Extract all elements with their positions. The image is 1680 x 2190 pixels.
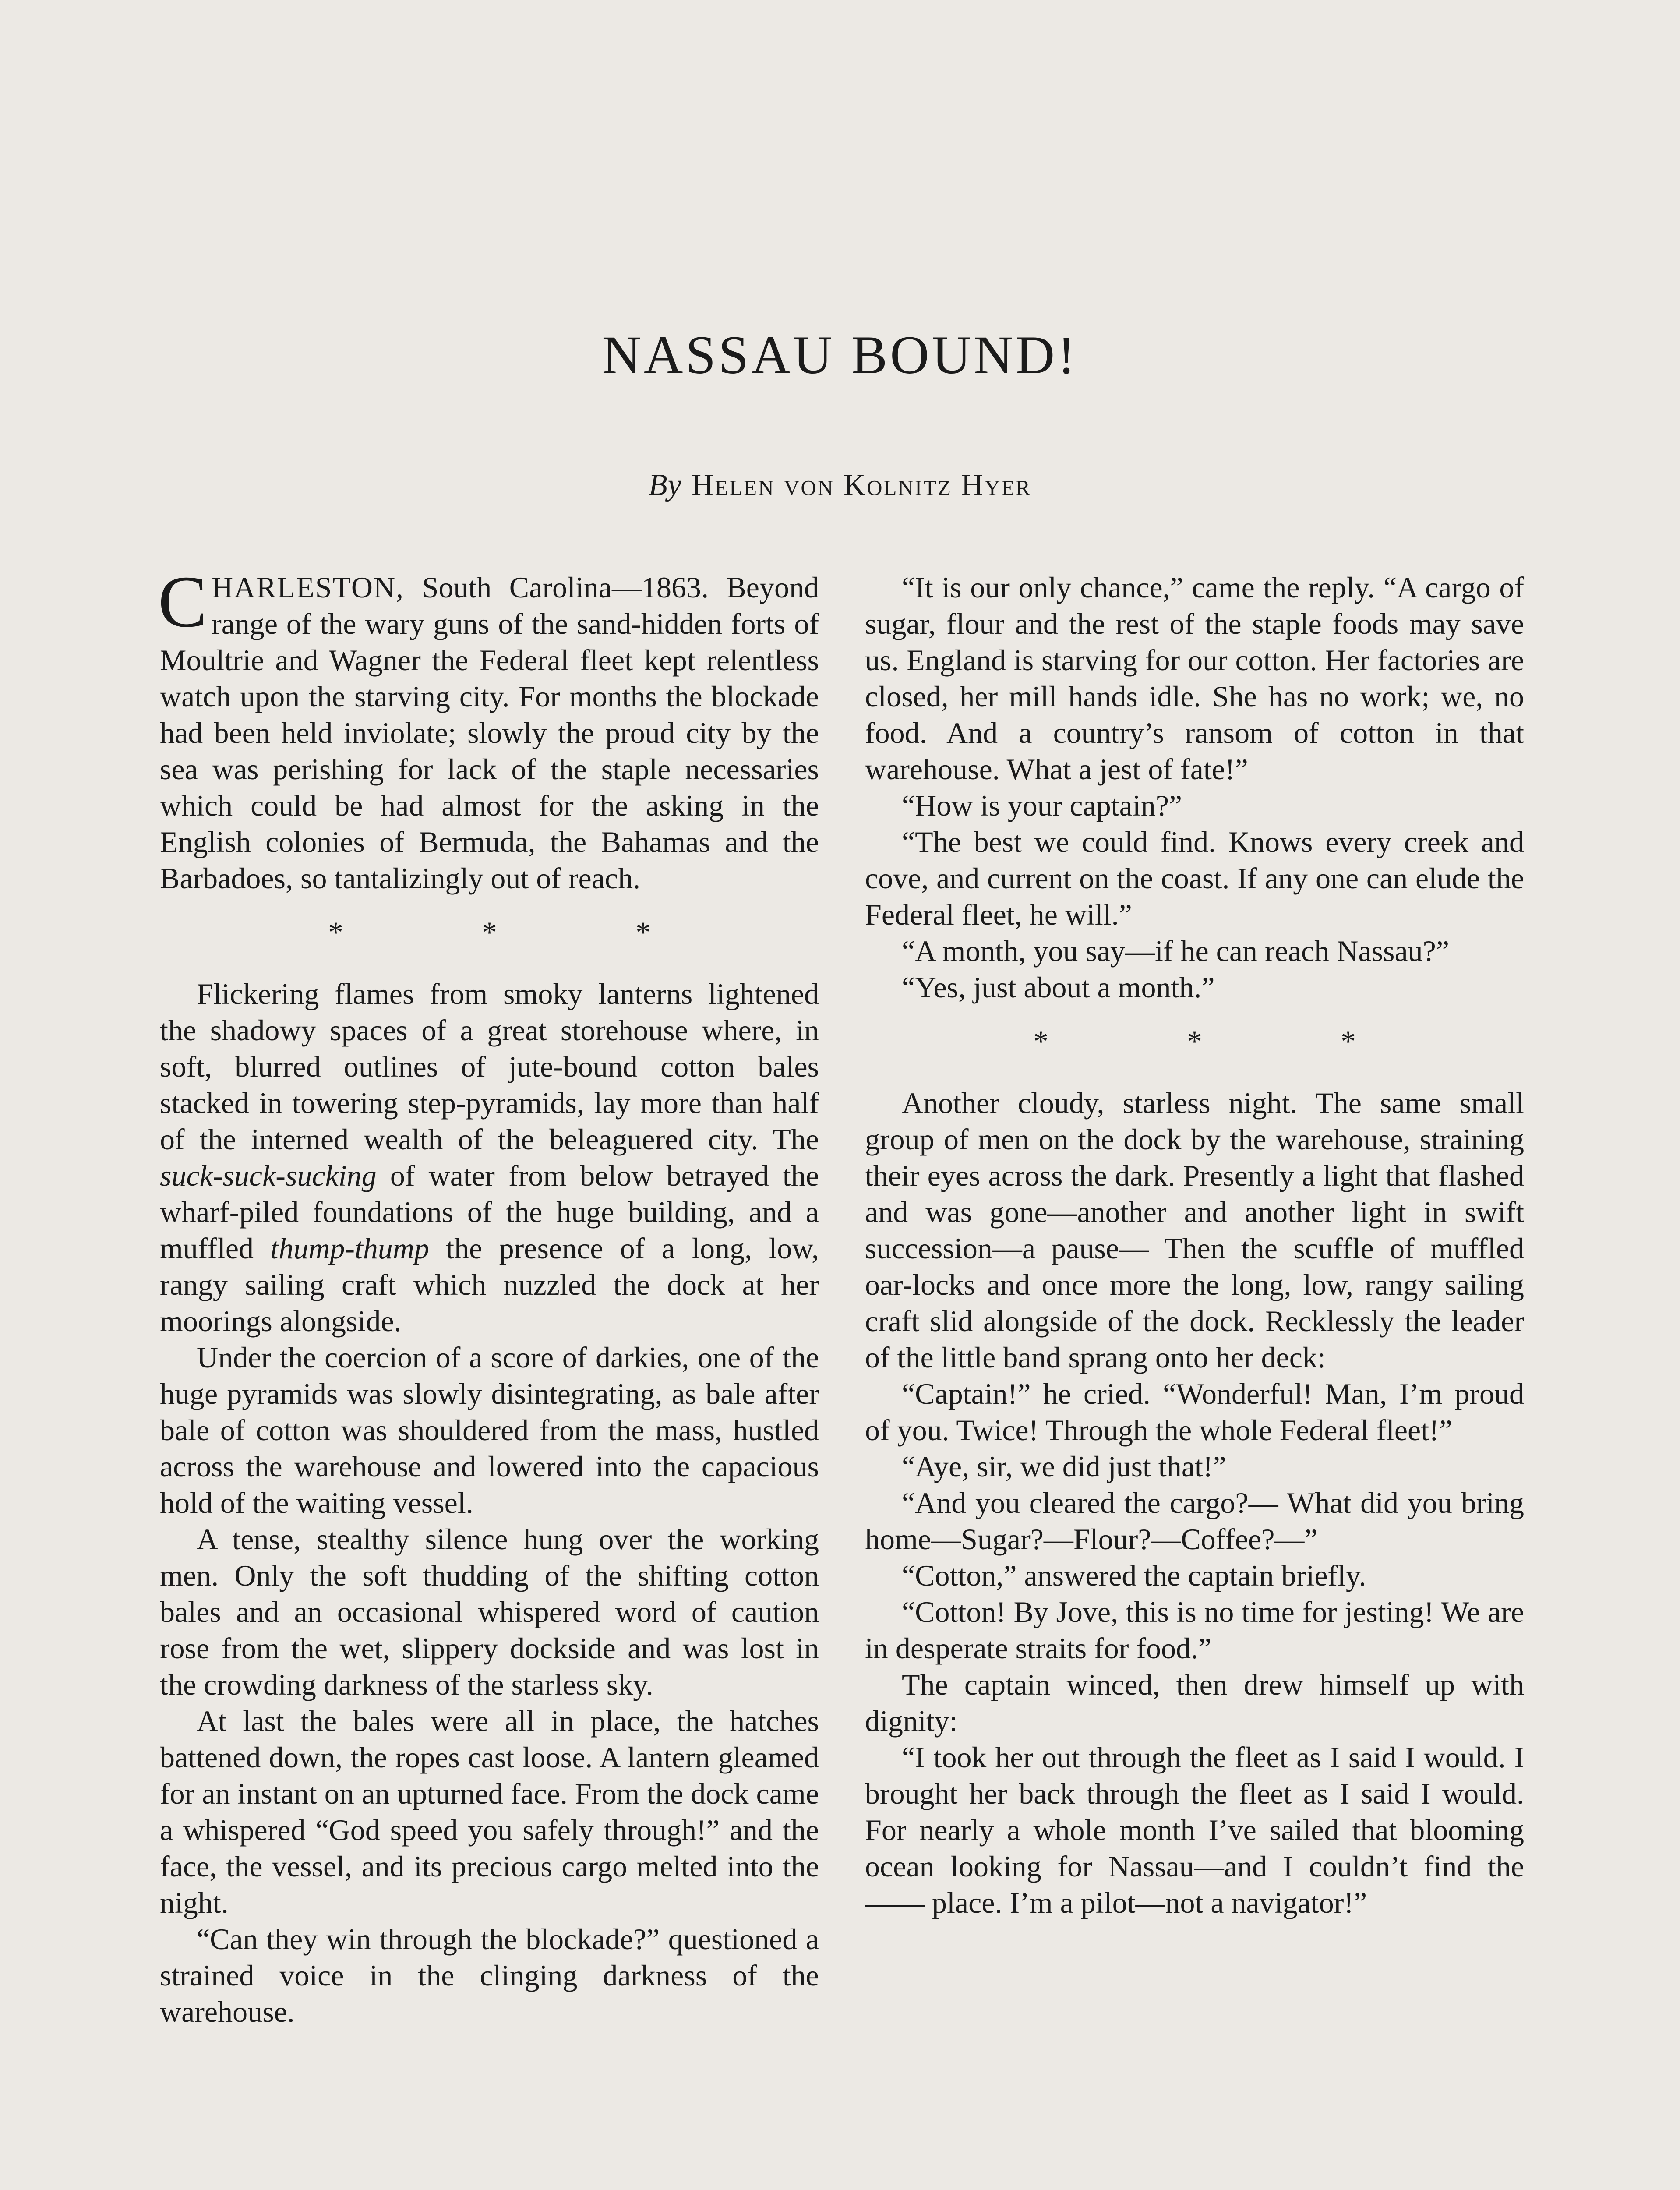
opening-caps: HARLESTON, <box>212 571 405 604</box>
byline <box>0 468 1680 503</box>
paragraph: “How is your captain?” <box>902 789 1182 822</box>
right-column <box>865 569 1524 1921</box>
paragraph: Another cloudy, starless night. The same small group of men on the dock by the warehouse, straining their eyes across the dark. Presently a light that flashed and was gone—another and another light in swift succession—a pause— Then the scuffle of muffled oar-locks and once more the long, low, rangy sailing craft slid alongside of the dock. Recklessly the leader of the little band sprang onto her deck: <box>865 1086 1524 1374</box>
paragraph: “Cotton! By Jove, this is no time for jesting! We are in desperate straits for food.” <box>865 1595 1524 1665</box>
paragraph-text: of water from below betrayed the wharf-piled foundations of the huge building, and a muffled <box>160 1159 819 1265</box>
left-column <box>158 561 819 2030</box>
opening-text: South Carolina—1863. Beyond range of the wary guns of the sand-hidden forts of Moultrie and Wagner the Federal fleet kept relentless watch upon the starving city. For months the blockade had been held inviolate; slowly the proud city by the sea was perishing for lack of the staple necessaries which could be had almost for the asking in the English colonies of Bermuda, the Bahamas and the Barbadoes, so tantalizingly out of reach. <box>160 571 819 895</box>
drop-cap: C <box>158 561 208 643</box>
paragraph: The captain winced, then drew himself up with dignity: <box>865 1668 1524 1738</box>
section-separator: * * * <box>328 915 716 949</box>
paragraph: “Can they win through the blockade?” questioned a strained voice in the clinging darkness of the warehouse. <box>160 1922 819 2028</box>
byline-author: Helen von Kolnitz Hyer <box>691 468 1032 502</box>
paragraph: “Aye, sir, we did just that!” <box>902 1450 1226 1483</box>
paragraph: “I took her out through the fleet as I said I would. I brought her back through the fleet as I said I would. For nearly a whole month I’ve sailed that blooming ocean looking for Nassau—and I couldn’t find the —— place. I’m a pilot—not a navigator!” <box>865 1741 1524 1919</box>
emphasis-text: suck-suck-sucking <box>160 1159 377 1192</box>
paragraph-text: the presence of a long, low, rangy sailing craft which nuzzled the dock at her moorings alongside. <box>160 1232 819 1338</box>
paragraph: “And you cleared the cargo?— What did you bring home—Sugar?—Flour?—Coffee?—” <box>865 1486 1524 1556</box>
paragraph: “It is our only chance,” came the reply. “A cargo of sugar, flour and the rest of the staple foods may save us. England is starving for our cotton. Her factories are closed, her mill hands idle. She has no work; we, no food. And a country’s ransom of cotton in that warehouse. What a jest of fate!” <box>865 571 1524 786</box>
paragraph-text: Flickering flames from smoky lanterns lightened the shadowy spaces of a great storehouse where, in soft, blurred outlines of jute-bound cotton bales stacked in towering step-pyramids, lay more than half of the interned wealth of the beleaguered city. The <box>160 977 819 1156</box>
paragraph: At last the bales were all in place, the hatches battened down, the ropes cast loose. A lantern gleamed for an instant on an upturned face. From the dock came a whispered “God speed you safely through!” and the face, the vessel, and its precious cargo melted into the night. <box>160 1704 819 1919</box>
opening-paragraph <box>158 561 819 897</box>
paragraph: “Captain!” he cried. “Wonderful! Man, I’m proud of you. Twice! Through the whole Federal fleet!” <box>865 1377 1524 1447</box>
paragraph <box>160 976 819 1339</box>
article-title: NASSAU BOUND! <box>602 325 1078 385</box>
paragraph: “Cotton,” answered the captain briefly. <box>902 1559 1366 1592</box>
emphasis-text: thump-thump <box>270 1232 429 1265</box>
paragraph: “A month, you say—if he can reach Nassau?” <box>902 934 1449 968</box>
paragraph: “Yes, just about a month.” <box>902 971 1215 1004</box>
paragraph: A tense, stealthy silence hung over the working men. Only the soft thudding of the shifting cotton bales and an occasional whispered word of caution rose from the wet, slippery dockside and was lost in the crowding darkness of the starless sky. <box>160 1522 819 1701</box>
section-separator: * * * <box>1033 1024 1422 1058</box>
paragraph: “The best we could find. Knows every creek and cove, and current on the coast. If any one can elude the Federal fleet, he will.” <box>865 825 1524 931</box>
byline-by: By <box>648 468 682 502</box>
paragraph: Under the coercion of a score of darkies, one of the huge pyramids was slowly disintegrating, as bale after bale of cotton was shouldered from the mass, hustled across the warehouse and lowered into the capacious hold of the waiting vessel. <box>160 1341 819 1519</box>
